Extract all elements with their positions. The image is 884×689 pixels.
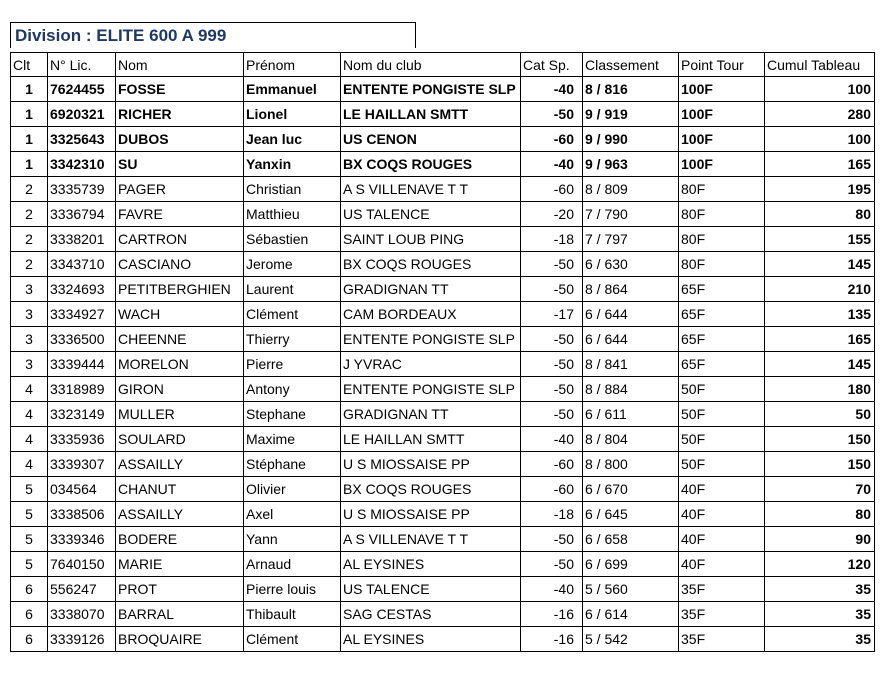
cell-nom: FAVRE <box>116 202 244 227</box>
cell-club: BX COQS ROUGES <box>341 477 521 502</box>
table-row <box>11 102 875 127</box>
cell-club: GRADIGNAN TT <box>341 277 521 302</box>
cell-club: J YVRAC <box>341 352 521 377</box>
header-row <box>11 53 875 77</box>
cell-prenom: Axel <box>244 502 341 527</box>
cell-licence: 3342310 <box>48 152 116 177</box>
cell-prenom: Jerome <box>244 252 341 277</box>
cell-prenom: Jean luc <box>244 127 341 152</box>
cell-cumul: 135 <box>765 302 875 327</box>
cell-cumul: 145 <box>765 352 875 377</box>
cell-club: BX COQS ROUGES <box>341 152 521 177</box>
cell-clt: 4 <box>11 427 48 452</box>
table-row <box>11 552 875 577</box>
table-row <box>11 577 875 602</box>
cell-point-tour: 35F <box>679 577 765 602</box>
cell-prenom: Laurent <box>244 277 341 302</box>
table-row <box>11 452 875 477</box>
cell-club: US TALENCE <box>341 202 521 227</box>
table-row <box>11 77 875 102</box>
table-row <box>11 527 875 552</box>
cell-clt: 6 <box>11 627 48 652</box>
cell-point-tour: 50F <box>679 377 765 402</box>
cell-licence: 7640150 <box>48 552 116 577</box>
cell-point-tour: 80F <box>679 252 765 277</box>
table-row <box>11 627 875 652</box>
cell-nom: BROQUAIRE <box>116 627 244 652</box>
cell-licence: 3338506 <box>48 502 116 527</box>
cell-prenom: Clément <box>244 627 341 652</box>
cell-prenom: Stéphane <box>244 452 341 477</box>
table-row <box>11 427 875 452</box>
cell-nom: MARIE <box>116 552 244 577</box>
cell-licence: 3318989 <box>48 377 116 402</box>
cell-cumul: 100 <box>765 127 875 152</box>
cell-point-tour: 40F <box>679 477 765 502</box>
cell-point-tour: 50F <box>679 452 765 477</box>
cell-classement: 7 / 797 <box>583 227 679 252</box>
header-cumul: Cumul Tableau <box>765 53 875 77</box>
cell-clt: 2 <box>11 252 48 277</box>
table-row <box>11 152 875 177</box>
cell-licence: 3335739 <box>48 177 116 202</box>
cell-classement: 6 / 658 <box>583 527 679 552</box>
cell-cat: -50 <box>521 352 583 377</box>
cell-licence: 3343710 <box>48 252 116 277</box>
cell-club: SAG CESTAS <box>341 602 521 627</box>
cell-classement: 6 / 614 <box>583 602 679 627</box>
cell-cumul: 70 <box>765 477 875 502</box>
cell-cat: -60 <box>521 452 583 477</box>
cell-licence: 3339126 <box>48 627 116 652</box>
cell-prenom: Olivier <box>244 477 341 502</box>
division-title-box <box>10 22 416 48</box>
cell-point-tour: 65F <box>679 327 765 352</box>
cell-clt: 2 <box>11 202 48 227</box>
cell-club: A S VILLENAVE T T <box>341 177 521 202</box>
cell-licence: 3324693 <box>48 277 116 302</box>
cell-licence: 034564 <box>48 477 116 502</box>
cell-club: ENTENTE PONGISTE SLP <box>341 327 521 352</box>
cell-prenom: Pierre <box>244 352 341 377</box>
cell-point-tour: 50F <box>679 427 765 452</box>
table-row <box>11 252 875 277</box>
cell-club: ENTENTE PONGISTE SLP <box>341 377 521 402</box>
cell-point-tour: 40F <box>679 527 765 552</box>
cell-licence: 7624455 <box>48 77 116 102</box>
cell-licence: 556247 <box>48 577 116 602</box>
cell-nom: MORELON <box>116 352 244 377</box>
cell-cat: -18 <box>521 502 583 527</box>
cell-point-tour: 35F <box>679 602 765 627</box>
cell-prenom: Antony <box>244 377 341 402</box>
cell-clt: 2 <box>11 227 48 252</box>
cell-licence: 3336794 <box>48 202 116 227</box>
table-row <box>11 177 875 202</box>
cell-prenom: Thibault <box>244 602 341 627</box>
cell-point-tour: 100F <box>679 127 765 152</box>
cell-clt: 6 <box>11 602 48 627</box>
cell-classement: 6 / 611 <box>583 402 679 427</box>
cell-clt: 5 <box>11 477 48 502</box>
cell-classement: 6 / 699 <box>583 552 679 577</box>
cell-cat: -60 <box>521 127 583 152</box>
cell-club: CAM BORDEAUX <box>341 302 521 327</box>
cell-cumul: 195 <box>765 177 875 202</box>
cell-cumul: 120 <box>765 552 875 577</box>
table-row <box>11 352 875 377</box>
cell-clt: 3 <box>11 302 48 327</box>
cell-point-tour: 50F <box>679 402 765 427</box>
cell-licence: 3334927 <box>48 302 116 327</box>
cell-nom: DUBOS <box>116 127 244 152</box>
cell-cat: -16 <box>521 602 583 627</box>
cell-prenom: Pierre louis <box>244 577 341 602</box>
cell-licence: 3338201 <box>48 227 116 252</box>
cell-classement: 6 / 630 <box>583 252 679 277</box>
cell-cat: -50 <box>521 277 583 302</box>
table-row <box>11 477 875 502</box>
header-classement: Classement <box>583 53 679 77</box>
table-row <box>11 602 875 627</box>
table-row <box>11 227 875 252</box>
header-nom: Nom <box>116 53 244 77</box>
cell-cat: -16 <box>521 627 583 652</box>
cell-nom: PETITBERGHIEN <box>116 277 244 302</box>
cell-classement: 9 / 919 <box>583 102 679 127</box>
cell-cat: -50 <box>521 552 583 577</box>
table-row <box>11 377 875 402</box>
cell-cat: -50 <box>521 327 583 352</box>
header-cat: Cat Sp. <box>521 53 583 77</box>
cell-cumul: 35 <box>765 577 875 602</box>
cell-cat: -50 <box>521 527 583 552</box>
cell-cat: -20 <box>521 202 583 227</box>
cell-clt: 3 <box>11 327 48 352</box>
cell-club: LE HAILLAN SMTT <box>341 102 521 127</box>
cell-club: US TALENCE <box>341 577 521 602</box>
cell-clt: 1 <box>11 77 48 102</box>
cell-classement: 8 / 809 <box>583 177 679 202</box>
cell-point-tour: 65F <box>679 277 765 302</box>
cell-licence: 3339307 <box>48 452 116 477</box>
cell-nom: BARRAL <box>116 602 244 627</box>
cell-cumul: 165 <box>765 327 875 352</box>
cell-club: A S VILLENAVE T T <box>341 527 521 552</box>
table-row <box>11 402 875 427</box>
header-clt: Clt <box>11 53 48 77</box>
cell-classement: 5 / 542 <box>583 627 679 652</box>
cell-point-tour: 80F <box>679 202 765 227</box>
header-lic: N° Lic. <box>48 53 116 77</box>
cell-clt: 5 <box>11 527 48 552</box>
cell-point-tour: 65F <box>679 302 765 327</box>
cell-cat: -40 <box>521 577 583 602</box>
cell-classement: 8 / 804 <box>583 427 679 452</box>
cell-cumul: 35 <box>765 602 875 627</box>
cell-point-tour: 40F <box>679 552 765 577</box>
cell-cumul: 210 <box>765 277 875 302</box>
cell-clt: 6 <box>11 577 48 602</box>
cell-nom: MULLER <box>116 402 244 427</box>
cell-club: GRADIGNAN TT <box>341 402 521 427</box>
table-row <box>11 127 875 152</box>
cell-cumul: 150 <box>765 452 875 477</box>
cell-classement: 8 / 800 <box>583 452 679 477</box>
cell-nom: ASSAILLY <box>116 502 244 527</box>
cell-point-tour: 100F <box>679 152 765 177</box>
cell-cat: -50 <box>521 102 583 127</box>
table-row <box>11 502 875 527</box>
cell-cumul: 145 <box>765 252 875 277</box>
cell-licence: 3339346 <box>48 527 116 552</box>
cell-classement: 7 / 790 <box>583 202 679 227</box>
cell-prenom: Maxime <box>244 427 341 452</box>
cell-point-tour: 65F <box>679 352 765 377</box>
table-row <box>11 202 875 227</box>
cell-prenom: Yanxin <box>244 152 341 177</box>
cell-nom: ASSAILLY <box>116 452 244 477</box>
cell-prenom: Lionel <box>244 102 341 127</box>
cell-cumul: 155 <box>765 227 875 252</box>
cell-cumul: 280 <box>765 102 875 127</box>
cell-point-tour: 100F <box>679 77 765 102</box>
cell-clt: 4 <box>11 402 48 427</box>
cell-classement: 8 / 816 <box>583 77 679 102</box>
cell-cat: -60 <box>521 177 583 202</box>
cell-cat: -18 <box>521 227 583 252</box>
cell-classement: 9 / 963 <box>583 152 679 177</box>
cell-cumul: 90 <box>765 527 875 552</box>
cell-classement: 9 / 990 <box>583 127 679 152</box>
cell-club: AL EYSINES <box>341 552 521 577</box>
cell-clt: 3 <box>11 352 48 377</box>
cell-clt: 4 <box>11 452 48 477</box>
table-row <box>11 277 875 302</box>
cell-licence: 3339444 <box>48 352 116 377</box>
cell-clt: 1 <box>11 127 48 152</box>
cell-licence: 3338070 <box>48 602 116 627</box>
cell-club: AL EYSINES <box>341 627 521 652</box>
cell-nom: CHANUT <box>116 477 244 502</box>
cell-nom: WACH <box>116 302 244 327</box>
cell-nom: PAGER <box>116 177 244 202</box>
cell-cumul: 165 <box>765 152 875 177</box>
header-point-tour: Point Tour <box>679 53 765 77</box>
cell-licence: 3325643 <box>48 127 116 152</box>
cell-prenom: Christian <box>244 177 341 202</box>
cell-clt: 4 <box>11 377 48 402</box>
cell-classement: 8 / 884 <box>583 377 679 402</box>
cell-licence: 6920321 <box>48 102 116 127</box>
cell-classement: 6 / 670 <box>583 477 679 502</box>
cell-clt: 1 <box>11 102 48 127</box>
cell-cumul: 150 <box>765 427 875 452</box>
cell-prenom: Emmanuel <box>244 77 341 102</box>
cell-classement: 5 / 560 <box>583 577 679 602</box>
cell-nom: SOULARD <box>116 427 244 452</box>
cell-licence: 3335936 <box>48 427 116 452</box>
cell-cat: -50 <box>521 252 583 277</box>
cell-cat: -50 <box>521 377 583 402</box>
cell-nom: RICHER <box>116 102 244 127</box>
cell-cat: -40 <box>521 77 583 102</box>
table-row <box>11 327 875 352</box>
header-prenom: Prénom <box>244 53 341 77</box>
cell-cumul: 50 <box>765 402 875 427</box>
cell-nom: SU <box>116 152 244 177</box>
cell-prenom: Matthieu <box>244 202 341 227</box>
cell-club: U S MIOSSAISE PP <box>341 452 521 477</box>
cell-cat: -17 <box>521 302 583 327</box>
cell-cat: -50 <box>521 402 583 427</box>
header-club: Nom du club <box>341 53 521 77</box>
cell-club: LE HAILLAN SMTT <box>341 427 521 452</box>
cell-prenom: Yann <box>244 527 341 552</box>
cell-club: ENTENTE PONGISTE SLP <box>341 77 521 102</box>
cell-nom: CHEENNE <box>116 327 244 352</box>
cell-cumul: 80 <box>765 502 875 527</box>
cell-prenom: Sébastien <box>244 227 341 252</box>
cell-classement: 6 / 645 <box>583 502 679 527</box>
cell-club: US CENON <box>341 127 521 152</box>
cell-cumul: 180 <box>765 377 875 402</box>
cell-classement: 6 / 644 <box>583 327 679 352</box>
cell-clt: 3 <box>11 277 48 302</box>
cell-nom: CASCIANO <box>116 252 244 277</box>
cell-prenom: Stephane <box>244 402 341 427</box>
cell-point-tour: 80F <box>679 177 765 202</box>
cell-point-tour: 80F <box>679 227 765 252</box>
cell-cumul: 100 <box>765 77 875 102</box>
cell-point-tour: 40F <box>679 502 765 527</box>
cell-clt: 5 <box>11 502 48 527</box>
cell-nom: GIRON <box>116 377 244 402</box>
cell-clt: 2 <box>11 177 48 202</box>
cell-cat: -40 <box>521 152 583 177</box>
table-row <box>11 302 875 327</box>
cell-prenom: Arnaud <box>244 552 341 577</box>
division-title: Division : ELITE 600 A 999 <box>15 26 227 45</box>
cell-prenom: Thierry <box>244 327 341 352</box>
cell-cumul: 80 <box>765 202 875 227</box>
cell-club: BX COQS ROUGES <box>341 252 521 277</box>
cell-licence: 3336500 <box>48 327 116 352</box>
cell-point-tour: 100F <box>679 102 765 127</box>
cell-classement: 8 / 864 <box>583 277 679 302</box>
cell-club: SAINT LOUB PING <box>341 227 521 252</box>
cell-clt: 1 <box>11 152 48 177</box>
cell-club: U S MIOSSAISE PP <box>341 502 521 527</box>
cell-nom: CARTRON <box>116 227 244 252</box>
cell-cumul: 35 <box>765 627 875 652</box>
cell-nom: PROT <box>116 577 244 602</box>
cell-clt: 5 <box>11 552 48 577</box>
cell-licence: 3323149 <box>48 402 116 427</box>
cell-nom: BODERE <box>116 527 244 552</box>
cell-nom: FOSSE <box>116 77 244 102</box>
cell-classement: 6 / 644 <box>583 302 679 327</box>
cell-cat: -40 <box>521 427 583 452</box>
cell-prenom: Clément <box>244 302 341 327</box>
cell-point-tour: 35F <box>679 627 765 652</box>
cell-classement: 8 / 841 <box>583 352 679 377</box>
results-table <box>10 52 875 652</box>
cell-cat: -60 <box>521 477 583 502</box>
